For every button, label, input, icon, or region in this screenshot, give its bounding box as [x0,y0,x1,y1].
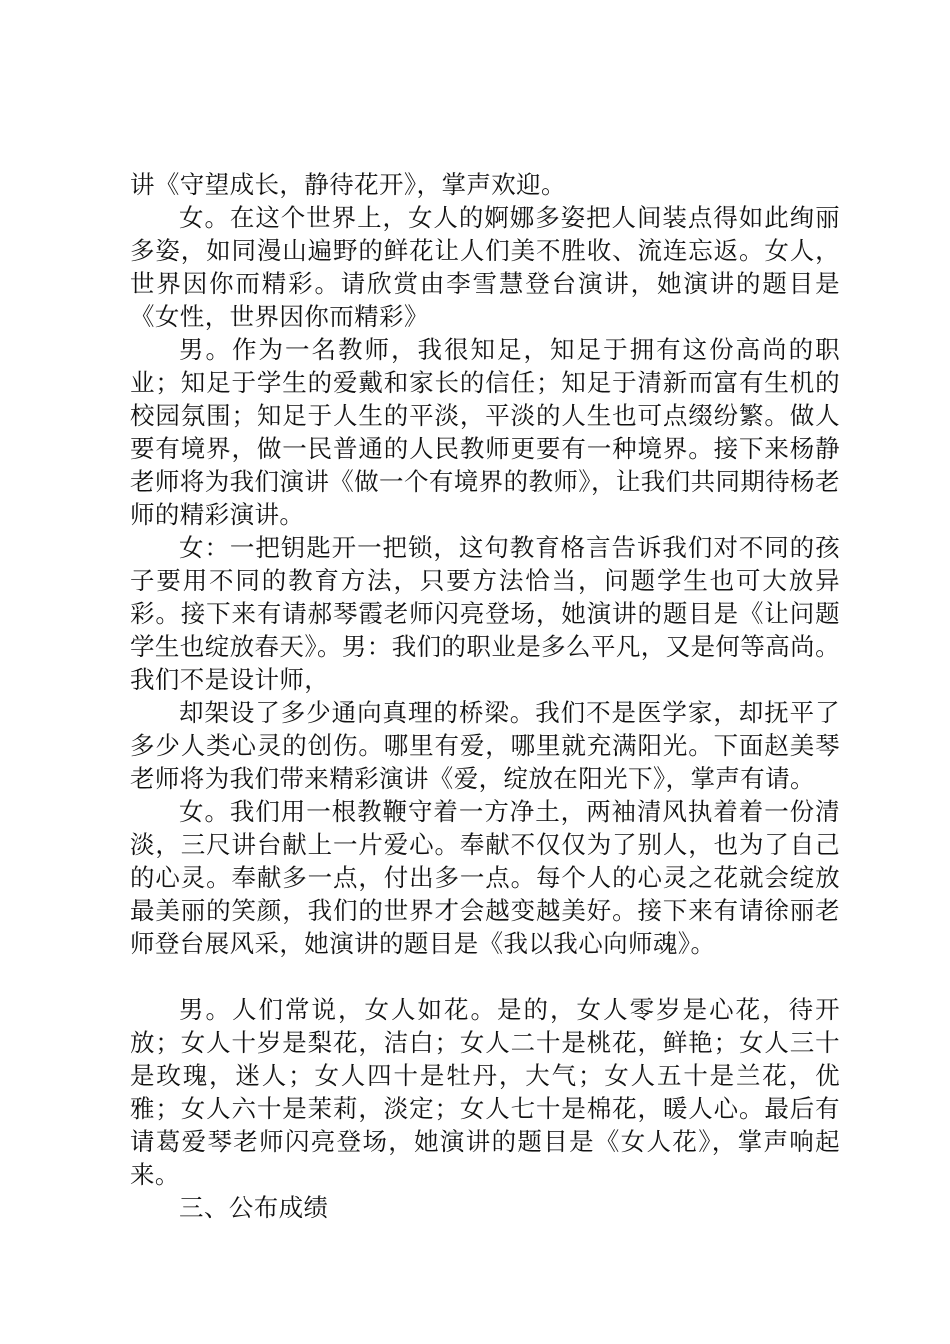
paragraph-female-host-2: 女：一把钥匙开一把锁，这句教育格言告诉我们对不同的孩子要用不同的教育方法，只要方法恰当，问题学生也可大放异彩。接下来有请郝琴霞老师闪亮登场，她演讲的题目是《让问题学生也绽放春天》。男：我们的职业是多么平凡，又是何等高尚。我们不是设计师， [130,533,840,694]
document-body [130,168,840,1224]
paragraph-female-host-3: 女。我们用一根教鞭守着一方净土，两袖清风执着着一份清淡，三尺讲台献上一片爱心。奉献不仅仅为了别人，也为了自己的心灵。奉献多一点，付出多一点。每个人的心灵之花就会绽放最美丽的笑颜，我们的世界才会越变越美好。接下来有请徐丽老师登台展风采，她演讲的题目是《我以我心向师魂》。 [130,797,840,958]
paragraph-male-host-1: 男。作为一名教师，我很知足，知足于拥有这份高尚的职业；知足于学生的爱戴和家长的信任；知足于清新而富有生机的校园氛围；知足于人生的平淡，平淡的人生也可点缀纷繁。做人要有境界，做一民普通的人民教师更要有一种境界。接下来杨静老师将为我们演讲《做一个有境界的教师》，让我们共同期待杨老师的精彩演讲。 [130,335,840,529]
paragraph-male-host-3: 男。人们常说，女人如花。是的，女人零岁是心花，待开放；女人十岁是梨花，洁白；女人二十是桃花，鲜艳；女人三十是玫瑰，迷人；女人四十是牡丹，大气；女人五十是兰花，优雅；女人六十是茉莉，淡定；女人七十是棉花，暖人心。最后有请葛爱琴老师闪亮登场，她演讲的题目是《女人花》，掌声响起来。 [130,995,840,1189]
section-heading-results: 三、公布成绩 [179,1193,329,1222]
paragraph-female-host-1: 女。在这个世界上，女人的婀娜多姿把人间装点得如此绚丽多姿，如同漫山遍野的鲜花让人们美不胜收、流连忘返。女人，世界因你而精彩。请欣赏由李雪慧登台演讲，她演讲的题目是《女性，世界因你而精彩》 [130,203,840,331]
paragraph-male-host-2: 却架设了多少通向真理的桥梁。我们不是医学家，却抚平了多少人类心灵的创伤。哪里有爱，哪里就充满阳光。下面赵美琴老师将为我们带来精彩演讲《爱，绽放在阳光下》，掌声有请。 [130,698,840,793]
paragraph-intro-closing: 讲《守望成长，静待花开》，掌声欢迎。 [130,170,566,199]
